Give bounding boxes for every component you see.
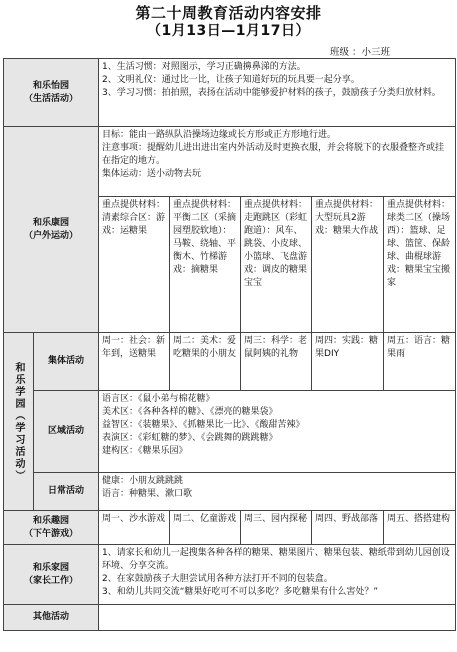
area-item: 益智区：《装糖果》、《抓糖果比一比》、《酸甜苦辣》 [102, 420, 305, 430]
games-item: 周五、搭搭建构 [384, 511, 456, 545]
study-group-item: 周一：社会：新年到，送糖果 [99, 333, 170, 391]
area-item: 语言区：《鼠小弟与棉花糖》 [102, 394, 215, 404]
outdoor-zone: 重点提供材料：清素综合区：游戏：运糖果 [99, 197, 170, 333]
study-group-item: 周三：科学：老鼠阿姨的礼物 [241, 333, 312, 391]
outdoor-notice: 注意事项：提醒幼儿进出进出室内外活动及时更换衣服，并会将脱下的衣服叠整齐或挂在指定的地方。 [102, 143, 445, 166]
games-item: 周二、亿童游戏 [170, 511, 241, 545]
outdoor-group: 集体运动：送小动物去玩 [102, 169, 202, 179]
study-group-label: 集体活动 [34, 333, 99, 391]
games-item: 周三、园内探秘 [241, 511, 312, 545]
games-item: 周四、野战部落 [312, 511, 384, 545]
daily-item: 健康：小朋友跳跳跳 [102, 476, 184, 486]
outdoor-zone: 重点提供材料：平衡二区（采摘园塑胶软地）：马鞍、绕轴、平衡木、竹梯游戏：摘糖果 [170, 197, 241, 333]
home-row [4, 545, 456, 605]
outdoor-zone: 重点提供材料：走跑跳区（彩虹跑道）：风车、跳袋、小皮球、小篮球、飞盘游戏：调皮的糖果宝宝 [241, 197, 312, 333]
daily-item: 语言：种糖果、漱口歌 [102, 489, 193, 499]
games-label: 和乐趣园 （下午游戏） [4, 511, 99, 545]
other-label: 其他活动 [4, 605, 99, 631]
life-label: 和乐怡园 （生活活动） [4, 59, 99, 127]
outdoor-goal: 目标：能由一路纵队沿操场边缘或长方形或正方形地行进。 [102, 130, 337, 140]
other-content [99, 605, 456, 631]
home-item: 2、在家鼓励孩子大胆尝试用各种方法打开不同的包装盒。 [102, 574, 333, 584]
study-area-row [4, 391, 456, 473]
outdoor-info [99, 127, 456, 197]
page-title: 第二十周教育活动内容安排 [135, 4, 322, 22]
schedule-table [3, 58, 456, 631]
study-group-item: 周二：美术：爱吃糖果的小朋友 [170, 333, 241, 391]
study-daily-label: 日常活动 [34, 473, 99, 511]
home-item: 3、和幼儿共同交流“糖果好吃可不可以多吃？多吃糖果有什么害处？” [102, 587, 379, 597]
study-group-item: 周四：实践：糖果DIY [312, 333, 384, 391]
life-item: 1、生活习惯：对照图示，学习正确擤鼻涕的方法。 [102, 62, 306, 72]
other-row [4, 605, 456, 631]
outdoor-zone: 重点提供材料：球类二区（操场西）：篮球、足球、篮筐、保龄球、曲棍球游戏：糖果宝宝搬家 [384, 197, 456, 333]
outdoor-zone: 重点提供材料：大型玩具2游戏：糖果大作战 [312, 197, 384, 333]
study-label: 和乐学园（学习活动） [4, 333, 34, 511]
area-item: 建构区：《糖果乐园》 [102, 446, 188, 456]
study-area-label: 区域活动 [34, 391, 99, 473]
life-item: 3、学习习惯：拍拍照，表扬在活动中能够爱护材料的孩子，鼓励孩子分类归放材料。 [102, 88, 441, 98]
games-item: 周一、沙水游戏 [99, 511, 170, 545]
home-content [99, 545, 456, 605]
life-row [4, 59, 456, 127]
study-daily-row [4, 473, 456, 511]
study-group-item: 周五：语言：糖果雨 [384, 333, 456, 391]
area-item: 表演区：《彩虹糖的梦》、《会跳舞的跳跳糖》 [102, 433, 278, 443]
home-item: 1、请家长和幼儿一起搜集各种各样的糖果、糖果图片、糖果包装、糖纸带到幼儿园创设环境、分享交流。 [102, 548, 450, 571]
date-range: （1月13日—1月17日） [147, 23, 310, 39]
study-daily-content [99, 473, 456, 511]
games-row [4, 511, 456, 545]
home-label: 和乐家园 （家长工作） [4, 545, 99, 605]
class-label: 班级 ：小三班 [330, 47, 391, 58]
life-item: 2、文明礼仪：通过比一比，让孩子知道好玩的玩具要一起分享。 [102, 75, 360, 85]
outdoor-label: 和乐康园 （户外运动） [4, 127, 99, 333]
life-content [99, 59, 456, 127]
area-item: 美术区：《各种各样的糖》、《漂亮的糖果袋》 [102, 407, 278, 417]
study-group-row [4, 333, 456, 391]
outdoor-row-top [4, 127, 456, 197]
study-area-content [99, 391, 456, 473]
